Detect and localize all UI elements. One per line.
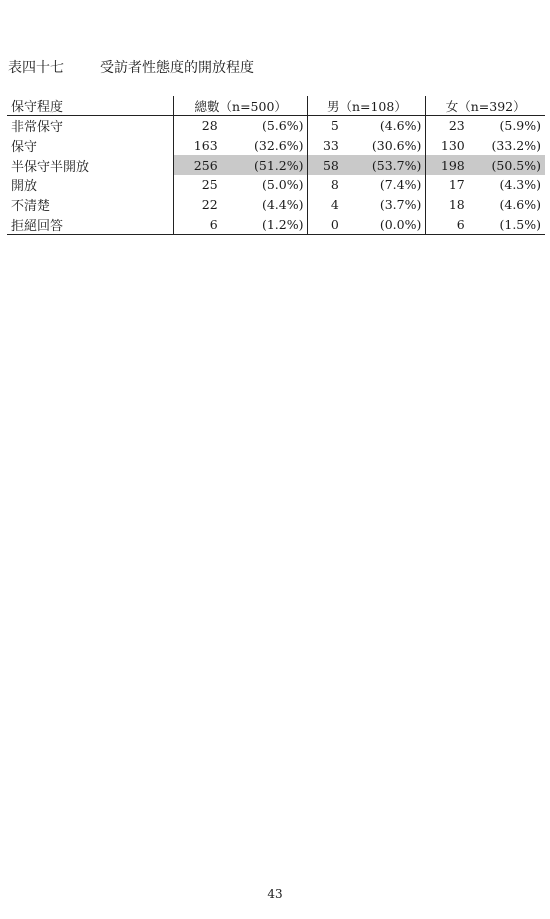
header-male: 男（n=108）: [308, 96, 426, 116]
male-percent: (7.4%): [379, 177, 422, 193]
male-count: 33: [308, 136, 343, 156]
total-percent: (4.4%): [261, 197, 304, 213]
table-number: 表四十七: [8, 60, 64, 76]
table-row: [7, 195, 545, 215]
table-caption: [8, 57, 254, 77]
total-percent: (32.6%): [253, 138, 304, 154]
header-female: 女（n=392）: [426, 96, 545, 116]
female-percent: (50.5%): [469, 155, 545, 175]
female-count: 6: [426, 214, 469, 234]
male-percent: (0.0%): [343, 214, 426, 234]
male-count: 4: [308, 195, 343, 215]
total-count: 22: [174, 195, 222, 215]
total-percent: (51.2%): [222, 155, 308, 175]
male-percent: (4.6%): [379, 118, 422, 134]
total-percent: (5.6%): [261, 118, 304, 134]
total-percent: (1.2%): [222, 214, 308, 234]
female-count: 23: [426, 116, 469, 136]
row-label: 開放: [11, 179, 38, 195]
page-number: 43: [267, 887, 283, 901]
header-total: 總數（n=500）: [174, 96, 308, 116]
female-percent: (33.2%): [491, 138, 541, 154]
male-percent: (30.6%): [371, 138, 422, 154]
header-label: 保守程度: [7, 96, 174, 116]
total-count: 25: [174, 175, 222, 195]
row-label: 保守: [11, 140, 38, 156]
male-count: 58: [308, 155, 343, 175]
total-count: 28: [174, 116, 222, 136]
header-row: [7, 96, 545, 116]
row-label: 不清楚: [11, 199, 51, 215]
total-percent: (5.0%): [261, 177, 304, 193]
female-count: 130: [426, 136, 469, 156]
data-table: [7, 96, 545, 235]
row-label: 非常保守: [11, 120, 64, 136]
female-count: 18: [426, 195, 469, 215]
row-label: 半保守半開放: [11, 159, 90, 175]
male-count: 5: [308, 116, 343, 136]
female-percent: (1.5%): [469, 214, 545, 234]
female-count: 198: [426, 155, 469, 175]
table-row: [7, 175, 545, 195]
female-percent: (4.6%): [499, 197, 541, 213]
table-title: 受訪者性態度的開放程度: [100, 60, 254, 76]
total-count: 6: [174, 214, 222, 234]
table-row: [7, 136, 545, 156]
male-percent: (53.7%): [343, 155, 426, 175]
table-row-highlighted: [7, 155, 545, 175]
male-percent: (3.7%): [379, 197, 422, 213]
male-count: 0: [308, 214, 343, 234]
table-row: [7, 116, 545, 136]
total-count: 256: [174, 155, 222, 175]
male-count: 8: [308, 175, 343, 195]
female-percent: (4.3%): [499, 177, 541, 193]
female-percent: (5.9%): [499, 118, 541, 134]
table-row: [7, 214, 545, 234]
total-count: 163: [174, 136, 222, 156]
row-label: 拒絕回答: [7, 214, 174, 234]
female-count: 17: [426, 175, 469, 195]
